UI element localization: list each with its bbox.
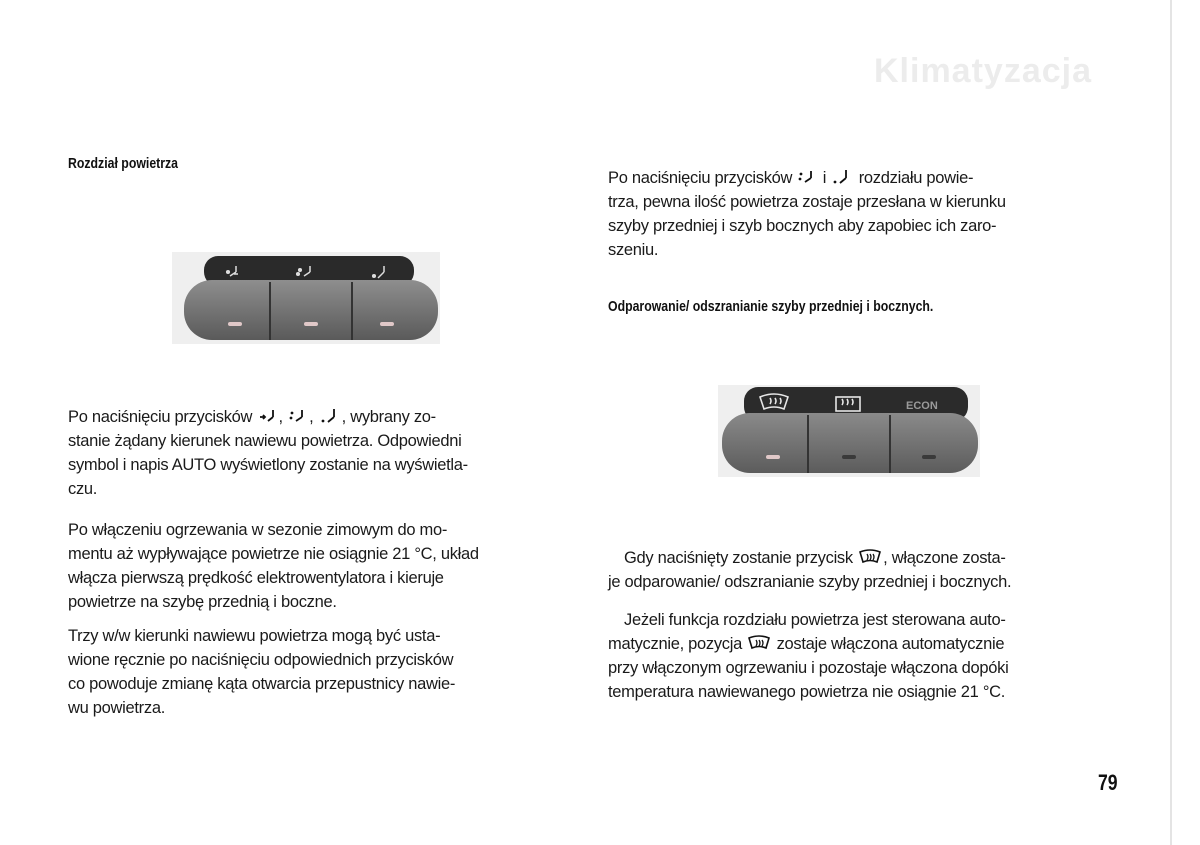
- defrost-panel-photo: [718, 385, 980, 477]
- left-paragraph-1: Po naciśnięciu przycisków , , , wybrany zo- stanie żądany kierunek nawiewu powietrza. Odpowiedni symbol i napis AUTO wyświetlony zostanie na wyświetla- czu.: [68, 408, 468, 498]
- right-paragraph-3: Jeżeli funkcja rozdziału powietrza jest sterowana auto- matycznie, pozycja zostaje włączona automatycznie przy włączonym ogrzewaniu i pozostaje włączona dopóki temperatura nawiewanego powietrza nie osiągnie 21 °C.: [608, 611, 1009, 701]
- right-paragraph-2: Gdy naciśnięty zostanie przycisk , włączone zosta- je odparowanie/ odszranianie szyby przedniej i bocznych.: [608, 549, 1012, 591]
- left-paragraph-3: Trzy w/w kierunki nawiewu powietrza mogą być usta- wione ręcznie po naciśnięciu odpowiednich przycisków co powoduje zmianę kąta otwarcia przepustnicy nawie- wu powietrza.: [68, 627, 456, 717]
- page-edge: [1170, 0, 1172, 845]
- air-distribution-buttons: [172, 252, 440, 344]
- air-panel-feet-icon: [256, 407, 278, 425]
- page-number: 79: [1098, 770, 1118, 795]
- air-feet-icon: [796, 168, 818, 186]
- defrost-buttons: [718, 385, 980, 477]
- left-paragraph-2: Po włączeniu ogrzewania w sezonie zimowym do mo- mentu aż wypływające powietrze nie osiągnie 21 °C, układ włącza pierwszą prędkość elektrowentylatora i kieruje powietrze na szybę przednią i boczne.: [68, 521, 479, 611]
- heading-defrost: Odparowanie/ odszranianie szyby przedniej i bocznych.: [608, 298, 934, 315]
- windshield-defrost-icon: [746, 634, 772, 652]
- air-windshield-feet-icon: [830, 168, 854, 186]
- econ-label: ECON: [906, 400, 938, 412]
- air-distribution-panel-photo: [172, 252, 440, 344]
- air-feet-icon: [287, 407, 309, 425]
- air-windshield-feet-icon: [318, 407, 342, 425]
- heading-air-distribution: Rozdział powietrza: [68, 155, 179, 172]
- windshield-defrost-icon: [857, 548, 883, 566]
- section-title: Klimatyzacja: [874, 52, 1092, 90]
- right-paragraph-1: Po naciśnięciu przycisków i rozdziału powie- trza, pewna ilość powietrza zostaje przesłana w kierunku szyby przedniej i szyb bocznych aby zapobiec ich zaro- szeniu.: [608, 169, 1006, 259]
